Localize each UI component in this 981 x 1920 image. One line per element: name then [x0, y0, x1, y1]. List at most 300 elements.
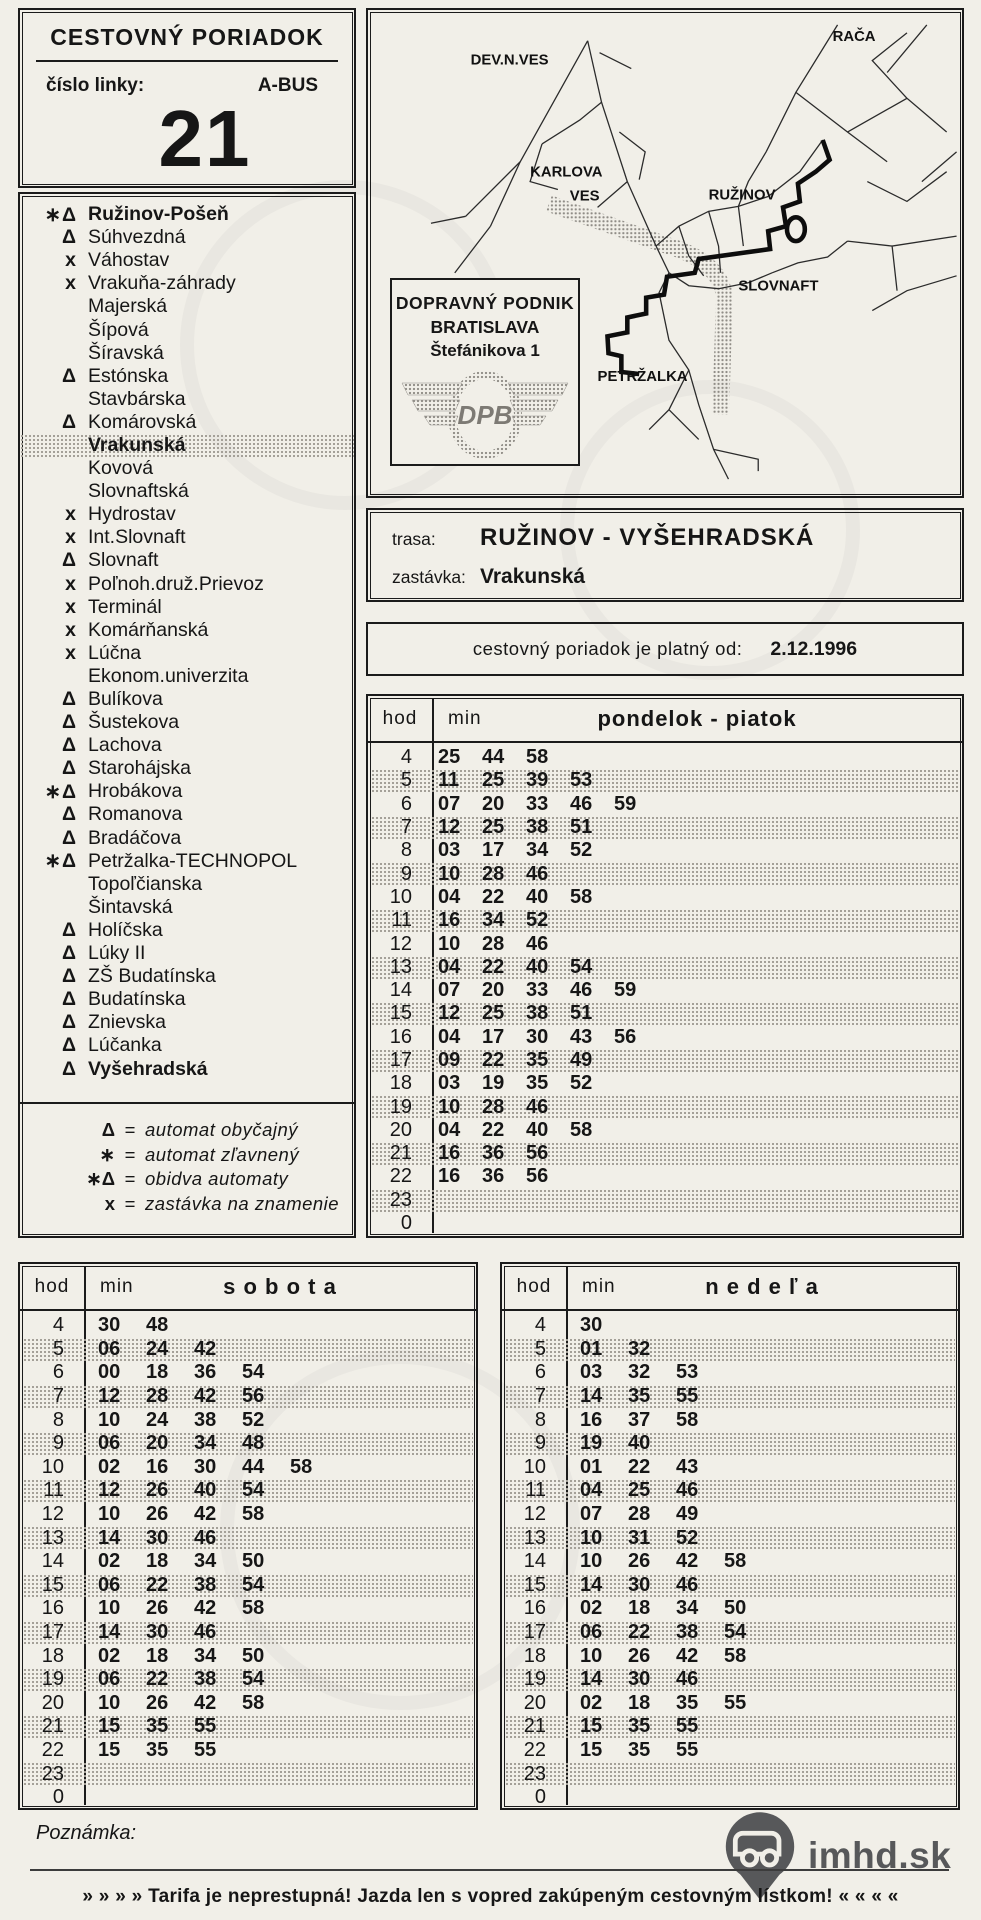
minute-cell: 35	[526, 1072, 549, 1095]
route-value: RUŽINOV - VYŠEHRADSKÁ	[480, 524, 815, 551]
minute-cell: 42	[194, 1691, 217, 1714]
timetable-row	[505, 1739, 955, 1763]
minute-cell: 58	[570, 1118, 593, 1141]
minute-cell: 26	[146, 1691, 169, 1714]
minute-cell: 53	[676, 1361, 699, 1384]
minute-cell: 07	[438, 979, 461, 1002]
minute-cell: 02	[98, 1550, 121, 1573]
hour-cell: 21	[523, 1715, 546, 1738]
hour-cell: 15	[41, 1573, 64, 1596]
map-label-karlova: KARLOVA	[530, 164, 603, 181]
minute-cell: 52	[570, 839, 593, 862]
minute-cell: 44	[242, 1455, 265, 1478]
minutes-group	[98, 1527, 242, 1550]
stop-row	[20, 1034, 354, 1057]
minute-cell: 04	[438, 1118, 461, 1141]
minute-cell: 14	[580, 1573, 603, 1596]
hour-cell: 21	[41, 1715, 64, 1738]
minute-cell: 42	[194, 1337, 217, 1360]
minute-cell: 02	[98, 1455, 121, 1478]
map-label-ruzinov: RUŽINOV	[708, 187, 776, 204]
line-type: A-BUS	[257, 75, 318, 96]
minute-cell: 07	[438, 792, 461, 815]
minute-cell: 50	[724, 1597, 747, 1620]
stop-symbol: Δ	[61, 965, 77, 988]
minute-cell: 03	[580, 1361, 603, 1384]
minute-cell: 42	[194, 1597, 217, 1620]
stop-symbol: Δ	[61, 1011, 77, 1034]
stop-row	[20, 734, 354, 757]
minute-cell: 12	[438, 816, 461, 839]
minutes-group	[438, 769, 614, 792]
minute-cell: 38	[526, 816, 549, 839]
minutes-group	[438, 1142, 570, 1165]
minute-cell: 49	[570, 1049, 593, 1071]
minute-cell: 46	[570, 792, 593, 815]
timetable-row	[23, 1361, 473, 1385]
timetable-row	[505, 1361, 955, 1385]
minutes-group	[98, 1361, 290, 1384]
minute-cell: 18	[146, 1550, 169, 1573]
minute-cell: 28	[482, 932, 505, 955]
hour-cell: 11	[525, 1479, 546, 1502]
minute-cell: 39	[526, 769, 549, 792]
minute-cell: 06	[98, 1337, 121, 1360]
minute-cell: 51	[570, 1002, 593, 1025]
stop-row	[20, 1057, 354, 1080]
hour-cell: 6	[52, 1361, 64, 1384]
minute-cell: 15	[98, 1715, 121, 1738]
minute-cell: 59	[614, 792, 637, 815]
minute-cell: 16	[438, 909, 461, 932]
minute-cell: 46	[194, 1621, 217, 1644]
minute-cell: 11	[438, 769, 460, 792]
minute-cell: 34	[194, 1432, 217, 1455]
svg-text:DPB: DPB	[457, 400, 513, 430]
minute-cell: 12	[98, 1385, 121, 1408]
stop-list	[20, 203, 354, 1081]
timetable-row	[371, 932, 959, 955]
stop-symbol: Δ	[61, 734, 77, 757]
minute-cell: 19	[482, 1072, 505, 1095]
company-box	[390, 278, 580, 466]
stop-name: Majerská	[88, 295, 168, 318]
minute-cell: 26	[628, 1644, 651, 1667]
timetable-row	[505, 1408, 955, 1432]
minute-cell: 54	[242, 1361, 265, 1384]
hour-cell: 8	[52, 1408, 64, 1431]
minute-cell: 16	[438, 1165, 461, 1188]
minutes-group	[438, 1049, 614, 1072]
minute-cell: 22	[146, 1573, 169, 1596]
hour-cell: 16	[523, 1597, 546, 1620]
hour-cell: 17	[41, 1621, 64, 1644]
timetable-row	[23, 1338, 473, 1362]
minutes-group	[580, 1621, 772, 1644]
stop-name: Petržalka-TECHNOPOL	[88, 849, 298, 872]
stop-name: Topoľčianska	[88, 872, 203, 895]
hour-cell: 8	[534, 1408, 546, 1431]
column-header-hod: hod	[516, 1275, 552, 1297]
minute-cell: 25	[482, 769, 505, 792]
stop-row	[20, 596, 354, 619]
minute-cell: 52	[526, 909, 549, 932]
minute-cell: 56	[614, 1025, 637, 1048]
minute-cell: 20	[482, 979, 505, 1002]
timetable-row	[505, 1550, 955, 1574]
hour-cell: 11	[391, 909, 412, 932]
minute-cell: 26	[146, 1503, 169, 1526]
stop-row	[20, 549, 354, 572]
minute-cell: 58	[242, 1503, 265, 1526]
minutes-group	[438, 863, 570, 886]
line-number: 21	[158, 94, 252, 183]
stop-row	[20, 272, 354, 295]
stop-name: Lúčna	[88, 641, 142, 664]
stop-symbol: ∗Δ	[44, 203, 77, 226]
minute-cell: 25	[628, 1479, 651, 1502]
minute-cell: 04	[438, 1025, 461, 1048]
legend-text: obidva automaty	[145, 1168, 289, 1190]
minute-cell: 58	[724, 1550, 747, 1573]
map-label-raca: RAČA	[832, 28, 876, 45]
minute-cell: 33	[526, 792, 549, 815]
hour-cell: 11	[43, 1479, 64, 1502]
minute-cell: 02	[580, 1597, 603, 1620]
stop-name: ZŠ Budatínska	[88, 965, 216, 988]
minute-cell: 18	[628, 1691, 651, 1714]
minutes-group	[580, 1456, 724, 1479]
minute-cell: 36	[194, 1361, 217, 1384]
minute-cell: 46	[526, 932, 549, 955]
timetable-row	[505, 1644, 955, 1668]
minute-cell: 48	[146, 1314, 169, 1337]
minute-cell: 25	[482, 816, 505, 839]
timetable-row	[23, 1574, 473, 1598]
hour-cell: 15	[389, 1002, 412, 1025]
timetable-sunday	[500, 1262, 960, 1810]
column-header-hod: hod	[382, 707, 418, 729]
stop-row	[20, 526, 354, 549]
minutes-group	[98, 1409, 290, 1432]
minute-cell: 58	[290, 1455, 313, 1478]
hour-cell: 13	[41, 1526, 64, 1549]
minute-cell: 10	[580, 1550, 603, 1573]
minute-cell: 38	[526, 1002, 549, 1025]
stop-symbol: x	[65, 503, 77, 526]
hour-cell: 5	[52, 1337, 64, 1360]
stop-row	[20, 896, 354, 919]
route-label: trasa:	[392, 529, 436, 549]
stop-name: Bradáčova	[88, 826, 182, 849]
minute-cell: 20	[482, 792, 505, 815]
day-header: n e d e ľ a	[705, 1273, 819, 1299]
company-name-line1: DOPRAVNÝ PODNIK	[395, 293, 575, 313]
hour-cell: 15	[523, 1573, 546, 1596]
stop-name: Kovová	[88, 457, 154, 480]
minute-cell: 53	[570, 769, 593, 792]
stop-row	[20, 619, 354, 642]
minute-cell: 25	[438, 746, 461, 769]
hour-cell: 23	[523, 1762, 546, 1785]
minute-cell: 16	[580, 1408, 603, 1431]
minute-cell: 22	[482, 885, 505, 908]
timetable-row	[371, 839, 959, 862]
hour-cell: 20	[389, 1118, 412, 1141]
day-header: s o b o t a	[223, 1273, 337, 1299]
hour-cell: 19	[41, 1668, 64, 1691]
map-label-dev-n-ves: DEV.N.VES	[470, 52, 549, 69]
minutes-group	[98, 1550, 290, 1573]
minute-cell: 18	[146, 1361, 169, 1384]
stop-row	[20, 780, 354, 803]
minute-cell: 03	[438, 839, 461, 862]
minute-cell: 10	[438, 932, 461, 955]
stop-name: Romanova	[88, 803, 183, 826]
hour-cell: 8	[400, 839, 412, 862]
legend-text: automat zľavnený	[145, 1143, 300, 1165]
minute-cell: 01	[580, 1455, 603, 1478]
stop-name: Znievska	[88, 1011, 167, 1034]
minutes-group	[580, 1715, 724, 1738]
minute-cell: 46	[676, 1573, 699, 1596]
minutes-group	[98, 1739, 242, 1762]
minute-cell: 31	[628, 1526, 651, 1549]
minute-cell: 28	[628, 1503, 651, 1526]
timetable-body	[23, 1314, 473, 1809]
timetable-row	[371, 1119, 959, 1142]
hour-cell: 4	[52, 1314, 64, 1337]
timetable-row	[23, 1408, 473, 1432]
stop-name: Šintavská	[88, 895, 173, 918]
column-header-min: min	[582, 1275, 616, 1297]
minute-cell: 37	[628, 1408, 651, 1431]
timetable-row	[505, 1668, 955, 1692]
minute-cell: 14	[98, 1621, 121, 1644]
minute-cell: 40	[628, 1432, 651, 1455]
stop-symbol: Δ	[61, 918, 77, 941]
timetable-row	[371, 769, 959, 792]
stops-card	[18, 192, 356, 1238]
column-header-min: min	[100, 1275, 134, 1297]
legend-equals: =	[124, 1119, 136, 1141]
hour-cell: 17	[523, 1621, 546, 1644]
stop-row	[20, 919, 354, 942]
minute-cell: 28	[146, 1385, 169, 1408]
stop-symbol: Δ	[61, 364, 77, 387]
timetable-row	[371, 1002, 959, 1025]
hour-cell: 21	[389, 1142, 412, 1165]
minutes-group	[580, 1668, 724, 1691]
hour-cell: 7	[52, 1385, 64, 1408]
stop-symbol: x	[65, 641, 77, 664]
stop-name: Terminál	[88, 595, 162, 618]
minutes-group	[580, 1503, 724, 1526]
minutes-group	[98, 1692, 290, 1715]
minute-cell: 10	[580, 1644, 603, 1667]
stop-name: Holíčska	[88, 918, 163, 941]
stop-row	[20, 365, 354, 388]
minute-cell: 26	[146, 1597, 169, 1620]
timetable-row	[23, 1526, 473, 1550]
minute-cell: 42	[676, 1644, 699, 1667]
timetable-row	[505, 1786, 955, 1810]
footer-rule	[30, 1869, 949, 1871]
hour-cell: 0	[534, 1786, 546, 1809]
hour-cell: 6	[400, 792, 412, 815]
minute-cell: 22	[146, 1668, 169, 1691]
stop-symbol: Δ	[61, 803, 77, 826]
minute-cell: 38	[194, 1668, 217, 1691]
minutes-group	[580, 1338, 676, 1361]
timetable-row	[23, 1550, 473, 1574]
minute-cell: 58	[242, 1691, 265, 1714]
minute-cell: 10	[438, 1095, 461, 1118]
stop-symbol: x	[65, 595, 77, 618]
minute-cell: 50	[242, 1644, 265, 1667]
dpb-logo	[400, 367, 570, 459]
stop-symbol: Δ	[61, 711, 77, 734]
minute-cell: 32	[628, 1361, 651, 1384]
map-label-ves: VES	[569, 188, 600, 205]
timetable-row	[371, 1212, 959, 1235]
header-card	[18, 8, 356, 188]
timetable-row	[505, 1456, 955, 1480]
minute-cell: 30	[194, 1455, 217, 1478]
minute-cell: 22	[628, 1455, 651, 1478]
minute-cell: 10	[98, 1408, 121, 1431]
timetable-row	[505, 1338, 955, 1362]
timetable-row	[505, 1692, 955, 1716]
minute-cell: 55	[194, 1738, 217, 1761]
minute-cell: 54	[724, 1621, 747, 1644]
minute-cell: 06	[98, 1573, 121, 1596]
minute-cell: 46	[526, 1095, 549, 1118]
minute-cell: 52	[242, 1408, 265, 1431]
timetable-row	[23, 1644, 473, 1668]
minute-cell: 35	[628, 1385, 651, 1408]
minute-cell: 19	[580, 1432, 603, 1455]
hour-cell: 18	[389, 1072, 412, 1095]
stop-symbol: Δ	[61, 757, 77, 780]
minute-cell: 55	[676, 1385, 699, 1408]
minute-cell: 55	[676, 1738, 699, 1761]
minute-cell: 51	[570, 816, 593, 839]
minute-cell: 04	[438, 955, 461, 978]
stop-name: Vrakunská	[88, 433, 186, 456]
minute-cell: 18	[146, 1644, 169, 1667]
minute-cell: 12	[438, 1002, 461, 1025]
hour-cell: 23	[41, 1762, 64, 1785]
hour-cell: 5	[400, 769, 412, 792]
minute-cell: 54	[242, 1479, 265, 1502]
minute-cell: 46	[676, 1479, 699, 1502]
stop-label: zastávka:	[392, 567, 466, 587]
stop-row	[20, 573, 354, 596]
map-card	[366, 8, 964, 498]
timetable-row	[505, 1621, 955, 1645]
minutes-group	[438, 956, 614, 979]
legend-row	[20, 1118, 354, 1143]
timetable-row	[371, 793, 959, 816]
minute-cell: 42	[194, 1385, 217, 1408]
stop-symbol: Δ	[61, 549, 77, 572]
minutes-group	[438, 1096, 570, 1119]
timetable-row	[505, 1526, 955, 1550]
stop-symbol: Δ	[61, 942, 77, 965]
minute-cell: 04	[438, 885, 461, 908]
minutes-group	[580, 1314, 628, 1337]
minute-cell: 36	[482, 1142, 505, 1165]
stop-row	[20, 688, 354, 711]
legend-text: automat obyčajný	[145, 1119, 299, 1141]
minutes-group	[438, 886, 614, 909]
hour-cell: 10	[41, 1455, 64, 1478]
timetable-row	[23, 1739, 473, 1763]
minute-cell: 12	[98, 1479, 121, 1502]
minute-cell: 49	[676, 1503, 699, 1526]
stop-symbol: Δ	[61, 826, 77, 849]
stop-row	[20, 318, 354, 341]
timetable-row	[23, 1503, 473, 1527]
minute-cell: 44	[482, 746, 505, 769]
timetable-row	[371, 746, 959, 769]
minute-cell: 30	[98, 1314, 121, 1337]
minute-cell: 30	[628, 1573, 651, 1596]
timetable-row	[371, 956, 959, 979]
hour-cell: 20	[41, 1691, 64, 1714]
timetable-row	[371, 862, 959, 885]
stop-name: Šíravská	[88, 341, 164, 364]
hour-cell: 4	[400, 746, 412, 769]
stop-name: Súhvezdná	[88, 226, 186, 249]
timetable-row	[23, 1786, 473, 1810]
minute-cell: 54	[570, 955, 593, 978]
stop-name: Lúky II	[88, 942, 146, 965]
minute-cell: 14	[580, 1385, 603, 1408]
stop-symbol: Δ	[61, 1034, 77, 1057]
minutes-group	[580, 1739, 724, 1762]
minutes-group	[580, 1409, 724, 1432]
minutes-group	[98, 1479, 290, 1502]
minute-cell: 06	[580, 1621, 603, 1644]
minutes-group	[580, 1432, 676, 1455]
minute-cell: 40	[526, 955, 549, 978]
minute-cell: 34	[676, 1597, 699, 1620]
stop-name: Slovnaft	[88, 549, 159, 572]
stop-symbol: x	[65, 572, 77, 595]
legend-symbol: x	[104, 1192, 115, 1214]
minute-cell: 24	[146, 1408, 169, 1431]
legend-symbol: ∗	[99, 1143, 115, 1165]
minutes-group	[438, 793, 658, 816]
minute-cell: 26	[628, 1550, 651, 1573]
hour-cell: 22	[389, 1165, 412, 1188]
minute-cell: 54	[242, 1573, 265, 1596]
minute-cell: 52	[676, 1526, 699, 1549]
legend-equals: =	[124, 1168, 136, 1190]
minute-cell: 06	[98, 1668, 121, 1691]
timetable-row	[23, 1314, 473, 1338]
company-address: Štefánikova 1	[430, 341, 540, 360]
stop-name: Ružinov-Pošeň	[88, 203, 229, 226]
minute-cell: 40	[526, 885, 549, 908]
hour-cell: 13	[523, 1526, 546, 1549]
minute-cell: 10	[98, 1691, 121, 1714]
hour-cell: 12	[389, 932, 412, 955]
minute-cell: 32	[628, 1337, 651, 1360]
stop-row	[20, 942, 354, 965]
